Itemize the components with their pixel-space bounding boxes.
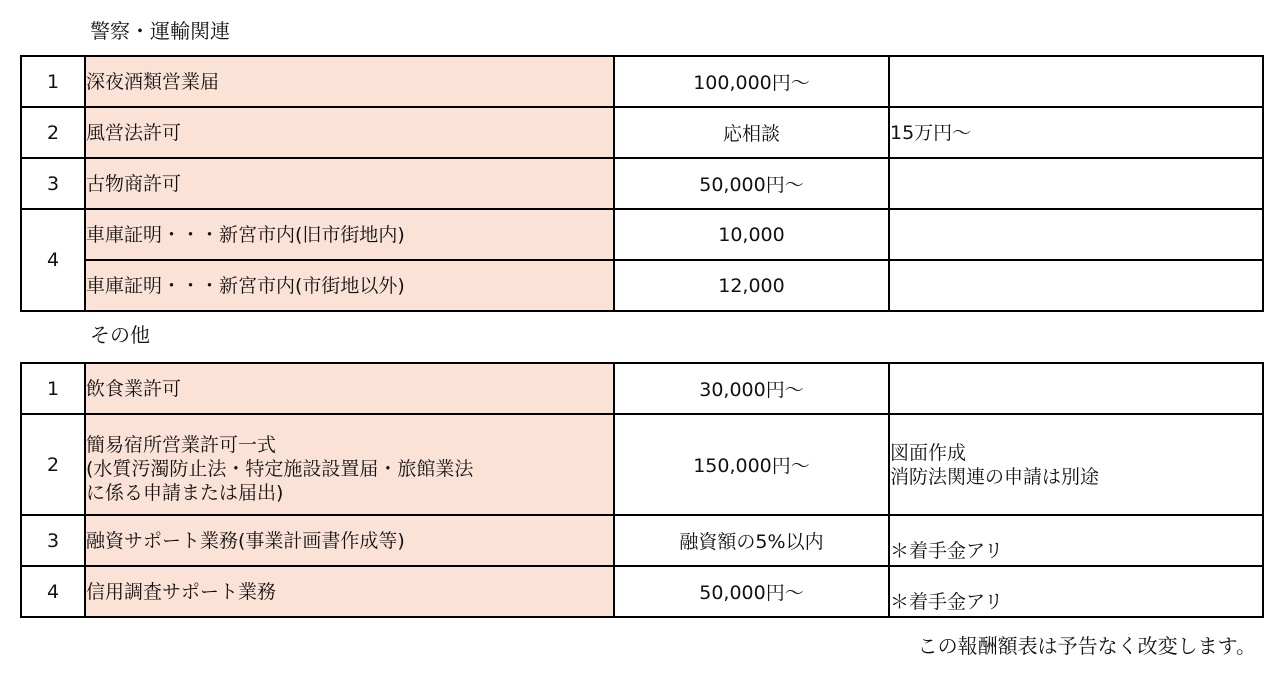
- fee-value: 50,000円～: [614, 158, 889, 209]
- row-number: 4: [21, 209, 85, 311]
- service-name: 融資サポート業務(事業計画書作成等): [85, 515, 614, 566]
- table-row: [21, 260, 1263, 311]
- service-name: 車庫証明・・・新宮市内(旧市街地内): [85, 209, 614, 260]
- fee-value: 12,000: [614, 260, 889, 311]
- table-row: [21, 158, 1263, 209]
- table-row: [21, 515, 1263, 566]
- fee-note: ＊着手金アリ: [889, 566, 1263, 617]
- service-name-line: 簡易宿所営業許可一式: [86, 433, 277, 456]
- fee-value: 10,000: [614, 209, 889, 260]
- fee-table-police-transport: [20, 55, 1264, 312]
- table-row: [21, 56, 1263, 107]
- fee-note: 15万円～: [889, 107, 1263, 158]
- fee-value: 応相談: [614, 107, 889, 158]
- section-heading-other: その他: [90, 323, 150, 347]
- fee-note: [889, 56, 1263, 107]
- fee-note: [889, 414, 1263, 515]
- service-name: 信用調査サポート業務: [85, 566, 614, 617]
- section-heading-police-transport: 警察・運輸関連: [90, 19, 230, 43]
- fee-value: 30,000円～: [614, 363, 889, 414]
- footnote: この報酬額表は予告なく改変します。: [917, 634, 1256, 658]
- service-name: 風営法許可: [85, 107, 614, 158]
- table-row: [21, 363, 1263, 414]
- fee-value: 50,000円～: [614, 566, 889, 617]
- fee-value: 融資額の5%以内: [614, 515, 889, 566]
- table-row: [21, 209, 1263, 260]
- fee-note: [889, 209, 1263, 260]
- service-name: 古物商許可: [85, 158, 614, 209]
- service-name: 飲食業許可: [85, 363, 614, 414]
- row-number: 2: [21, 107, 85, 158]
- fee-note: ＊着手金アリ: [889, 515, 1263, 566]
- fee-note-line: 図面作成: [890, 441, 967, 464]
- row-number: 4: [21, 566, 85, 617]
- service-name: [85, 414, 614, 515]
- fee-value: 100,000円～: [614, 56, 889, 107]
- service-name-line: (水質汚濁防止法・特定施設設置届・旅館業法: [86, 457, 474, 480]
- row-number: 3: [21, 515, 85, 566]
- service-name: 深夜酒類営業届: [85, 56, 614, 107]
- table-row: [21, 566, 1263, 617]
- row-number: 1: [21, 363, 85, 414]
- row-number: 3: [21, 158, 85, 209]
- fee-note-line: 消防法関連の申請は別途: [890, 465, 1100, 488]
- fee-value: 150,000円～: [614, 414, 889, 515]
- table-row: [21, 414, 1263, 515]
- row-number: 1: [21, 56, 85, 107]
- service-name-line: に係る申請または届出): [86, 481, 284, 504]
- table-row: [21, 107, 1263, 158]
- fee-note: [889, 363, 1263, 414]
- fee-note: [889, 260, 1263, 311]
- fee-table-other: [20, 362, 1264, 618]
- row-number: 2: [21, 414, 85, 515]
- fee-note: [889, 158, 1263, 209]
- service-name: 車庫証明・・・新宮市内(市街地以外): [85, 260, 614, 311]
